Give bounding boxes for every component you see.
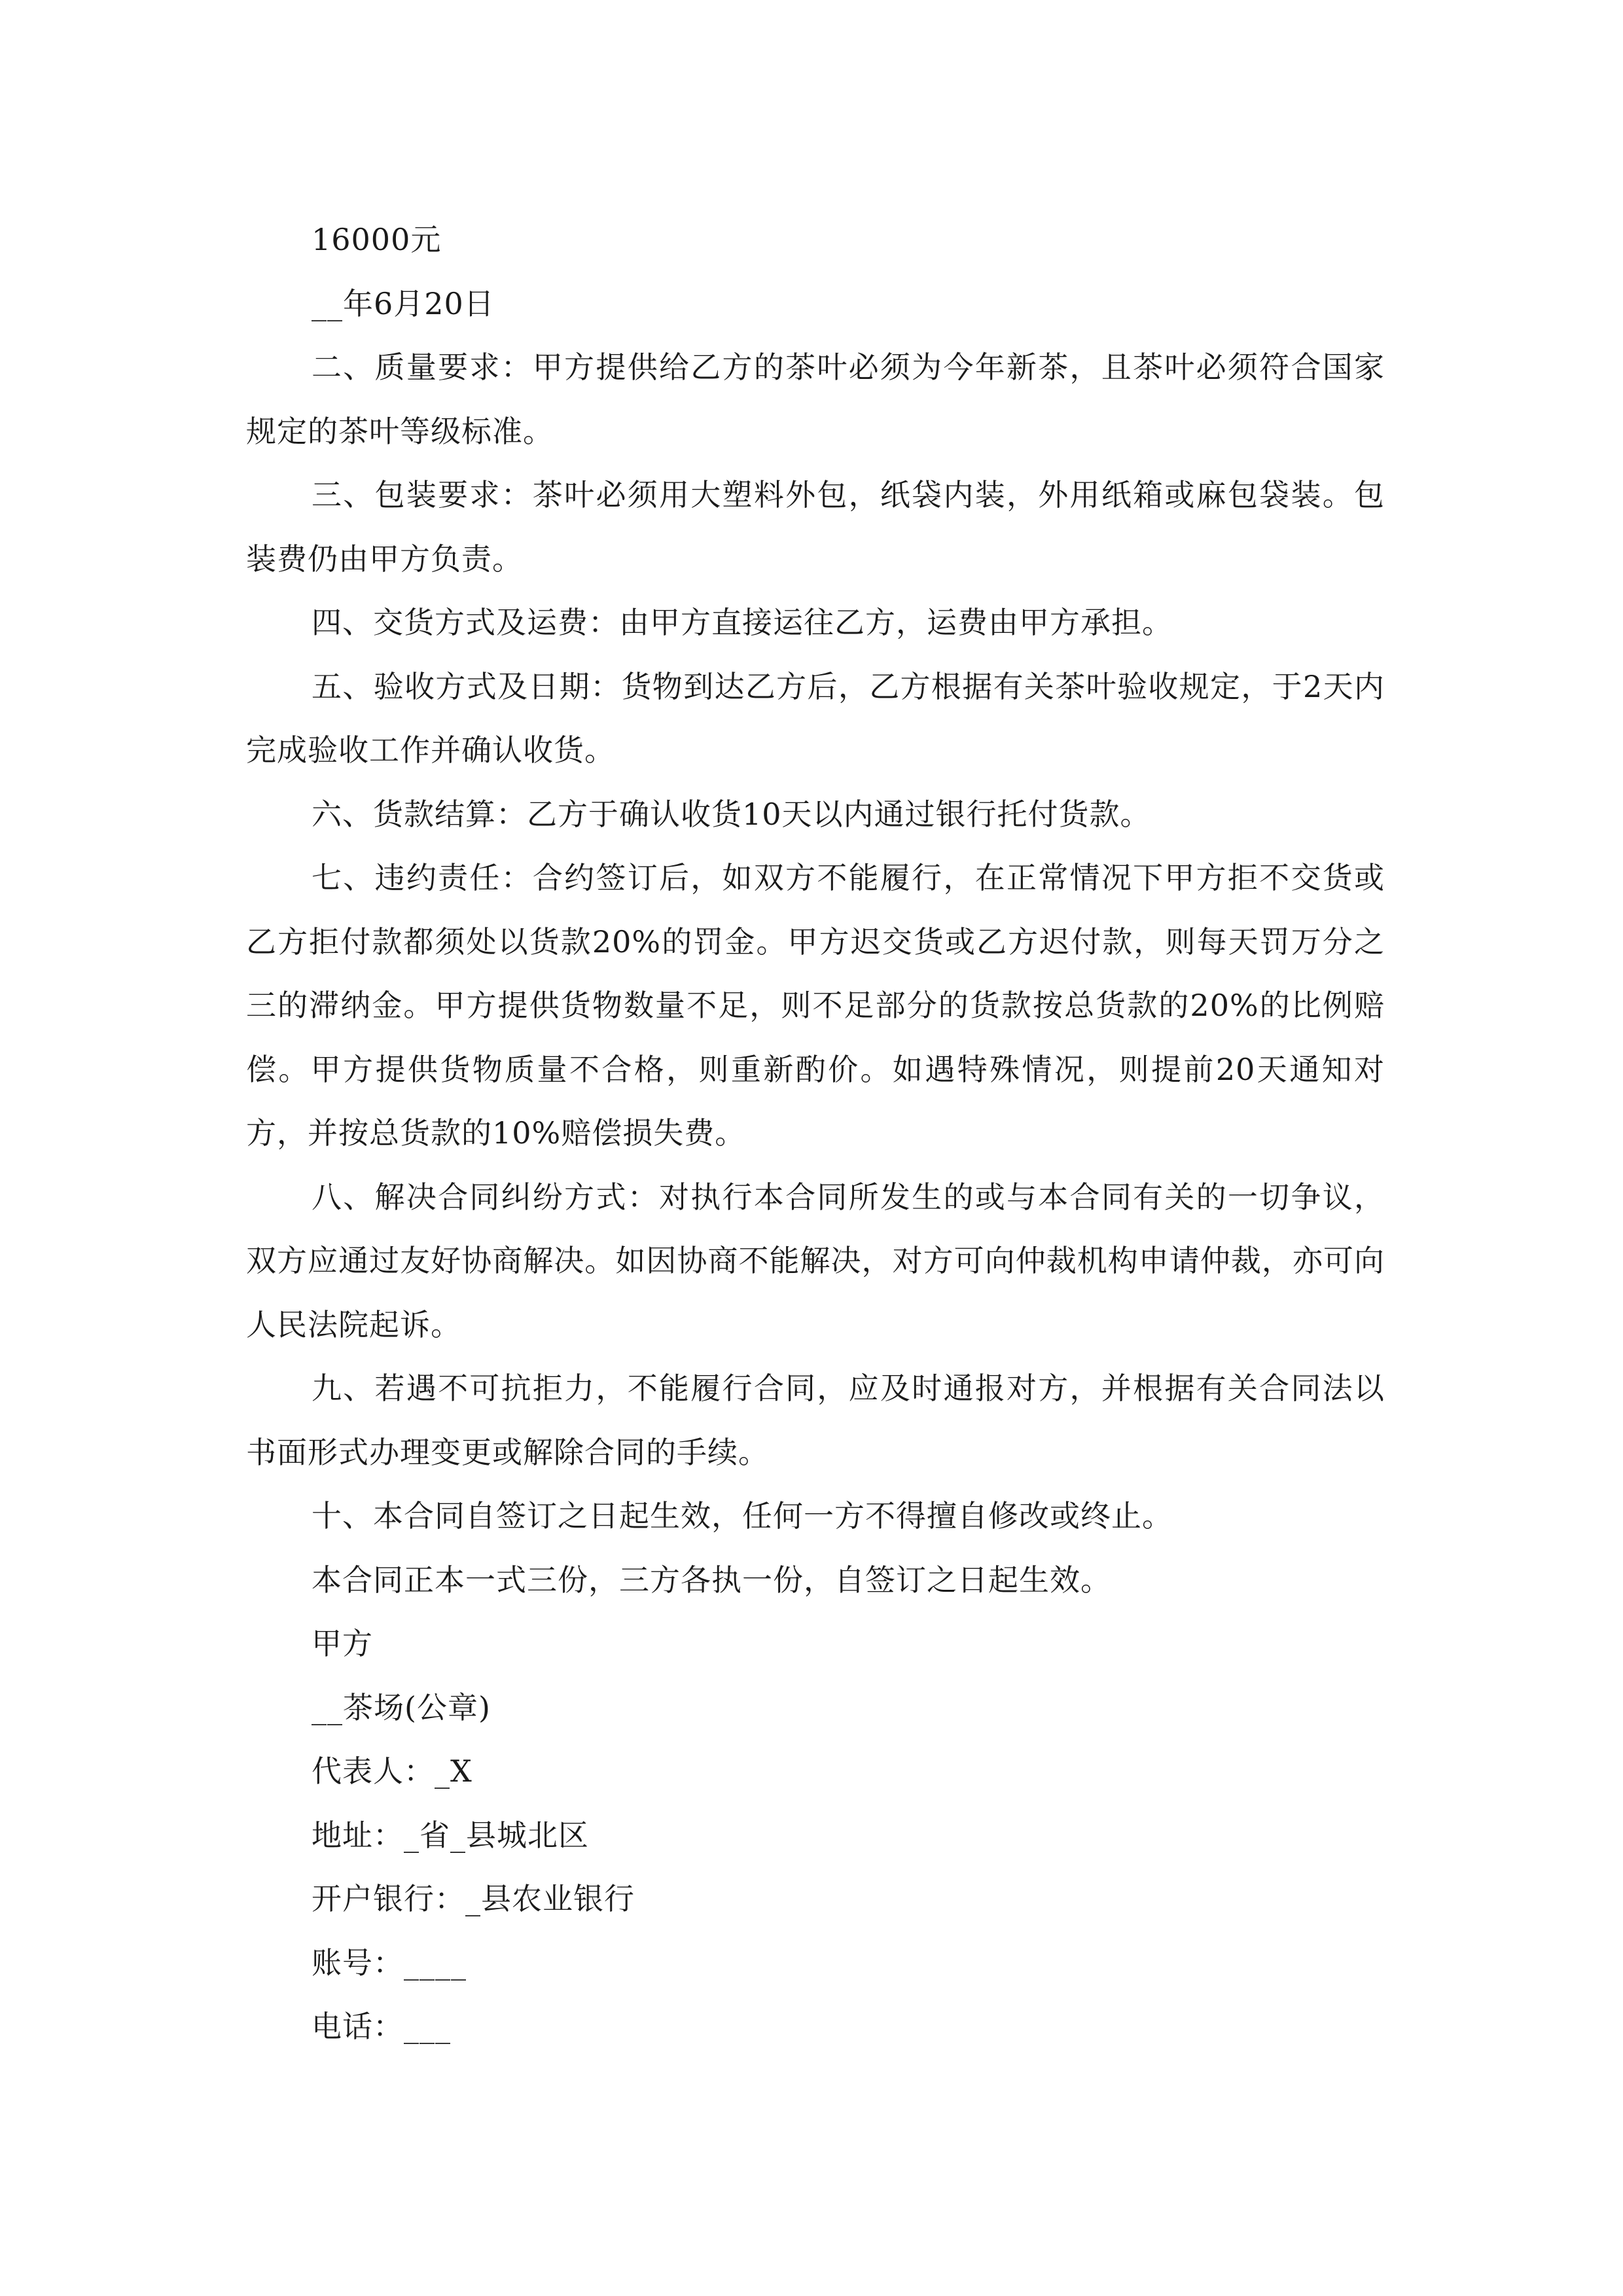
clause-effective: 十、本合同自签订之日起生效，任何一方不得擅自修改或终止。 — [312, 1498, 1173, 1534]
party-a-name: __茶场(公章) — [312, 1689, 491, 1725]
party-a-bank: 开户银行：_县农业银行 — [312, 1881, 635, 1916]
amount-line: 16000元 — [312, 222, 442, 257]
party-a-address: 地址：_省_县城北区 — [312, 1817, 589, 1853]
clause-quality: 二、质量要求：甲方提供给乙方的茶叶必须为今年新茶，且茶叶必须符合国家规定的茶叶等级标准。 — [246, 350, 1385, 449]
party-a-heading: 甲方 — [312, 1626, 373, 1661]
clause-force-majeure: 九、若遇不可抗拒力，不能履行合同，应及时通报对方，并根据有关合同法以书面形式办理变更或解除合同的手续。 — [246, 1371, 1385, 1470]
clause-liability: 七、违约责任：合约签订后，如双方不能履行，在正常情况下甲方拒不交货或乙方拒付款都须处以货款20%的罚金。甲方迟交货或乙方迟付款，则每天罚万分之三的滞纳金。甲方提供货物数量不足，则不足部分的货款按总货款的20%的比例赔偿。甲方提供货物质量不合格，则重新酌价。如遇特殊情况，则提前20天通知对方，并按总货款的10%赔偿损失费。 — [246, 860, 1385, 1151]
clause-packaging: 三、包装要求：茶叶必须用大塑料外包，纸袋内装，外用纸箱或麻包袋装。包装费仍由甲方负责。 — [246, 477, 1385, 577]
clause-disputes: 八、解决合同纠纷方式：对执行本合同所发生的或与本合同有关的一切争议，双方应通过友好协商解决。如因协商不能解决，对方可向仲裁机构申请仲裁，亦可向人民法院起诉。 — [246, 1179, 1385, 1342]
clause-payment: 六、货款结算：乙方于确认收货10天以内通过银行托付货款。 — [312, 796, 1151, 832]
party-a-representative: 代表人：_X — [312, 1753, 473, 1789]
party-a-phone: 电话：___ — [312, 2009, 451, 2044]
contract-body — [246, 208, 1385, 2059]
copies-note: 本合同正本一式三份，三方各执一份，自签订之日起生效。 — [312, 1562, 1111, 1598]
date-line: __年6月20日 — [312, 285, 495, 321]
clause-delivery: 四、交货方式及运费：由甲方直接运往乙方，运费由甲方承担。 — [312, 605, 1173, 640]
party-a-account: 账号：____ — [312, 1945, 467, 1981]
clause-acceptance: 五、验收方式及日期：货物到达乙方后，乙方根据有关茶叶验收规定，于2天内完成验收工作并确认收货。 — [246, 668, 1385, 768]
